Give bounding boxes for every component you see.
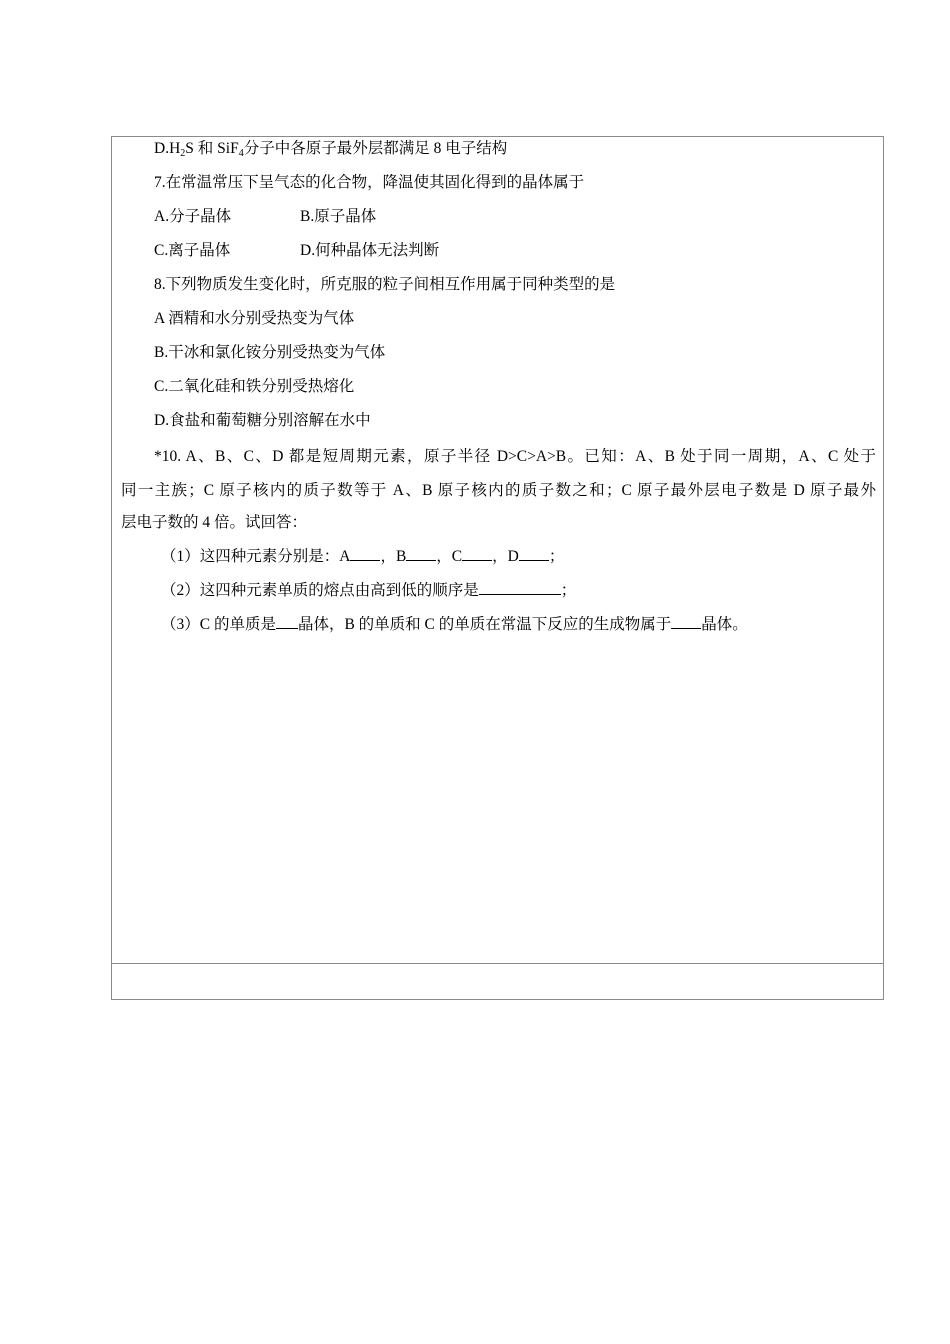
question-10-line-3: 层电子数的 4 倍。试回答： (121, 514, 308, 531)
text: （3）C 的单质是 (161, 616, 276, 633)
text: ，D (492, 548, 519, 565)
q8-option-d: D.食盐和葡萄糖分别溶解在水中 (154, 412, 371, 429)
question-content (121, 137, 876, 648)
answer-blank-product-crystal[interactable] (671, 614, 701, 629)
answer-blank-c[interactable] (462, 546, 492, 561)
empty-table-row (112, 964, 883, 999)
document-table (111, 136, 884, 1000)
text: （2）这四种元素单质的熔点由高到低的顺序是 (161, 582, 479, 599)
text: D.H (154, 140, 181, 157)
q8-option-a: A 酒精和水分别受热变为气体 (154, 310, 355, 327)
q7-options-cd (121, 240, 876, 274)
q8-option-b: B.干冰和氯化铵分别受热变为气体 (154, 344, 386, 361)
text: ； (548, 548, 565, 565)
text: ，B (380, 548, 407, 565)
question-8: 8.下列物质发生变化时，所克服的粒子间相互作用属于同种类型的是 (154, 276, 616, 293)
q8-option-c: C.二氧化硅和铁分别受热熔化 (154, 378, 355, 395)
text: 晶体。 (701, 616, 748, 633)
answer-blank-a[interactable] (350, 546, 380, 561)
answer-blank-c-crystal[interactable] (276, 614, 298, 629)
text: 晶体，B 的单质和 C 的单质在常温下反应的生成物属于 (297, 616, 672, 633)
option-d-h2s (121, 137, 876, 172)
question-7: 7.在常温常压下呈气态的化合物，降温使其固化得到的晶体属于 (154, 174, 585, 191)
question-cell (112, 137, 883, 964)
subscript: 4 (238, 148, 244, 159)
q7-option-a: A.分子晶体 (154, 208, 232, 225)
text: 分子中各原子最外层都满足 8 电子结构 (243, 140, 508, 157)
q7-option-b: B.原子晶体 (300, 208, 377, 225)
q10-subquestion-3 (121, 614, 876, 648)
question-10-line-1: *10. A、B、C、D 都是短周期元素，原子半径 D>C>A>B。已知：A、B 处于同一周期，A、C 处于 (154, 448, 876, 465)
text: ，C (436, 548, 463, 565)
subscript: 2 (180, 148, 186, 159)
q7-options-ab (121, 206, 876, 240)
text: S 和 SiF (185, 140, 239, 157)
q7-option-d: D.何种晶体无法判断 (300, 242, 440, 259)
question-10-line-2: 同一主族；C 原子核内的质子数等于 A、B 原子核内的质子数之和；C 原子最外层电子数是 D 原子最外 (121, 482, 876, 499)
q10-subquestion-2 (121, 580, 876, 614)
text: ； (560, 582, 577, 599)
text: （1）这四种元素分别是：A (161, 548, 351, 565)
answer-blank-order[interactable] (479, 580, 561, 595)
answer-blank-b[interactable] (406, 546, 436, 561)
q10-subquestion-1 (121, 546, 876, 580)
answer-blank-d[interactable] (519, 546, 549, 561)
q7-option-c: C.离子晶体 (154, 242, 231, 259)
